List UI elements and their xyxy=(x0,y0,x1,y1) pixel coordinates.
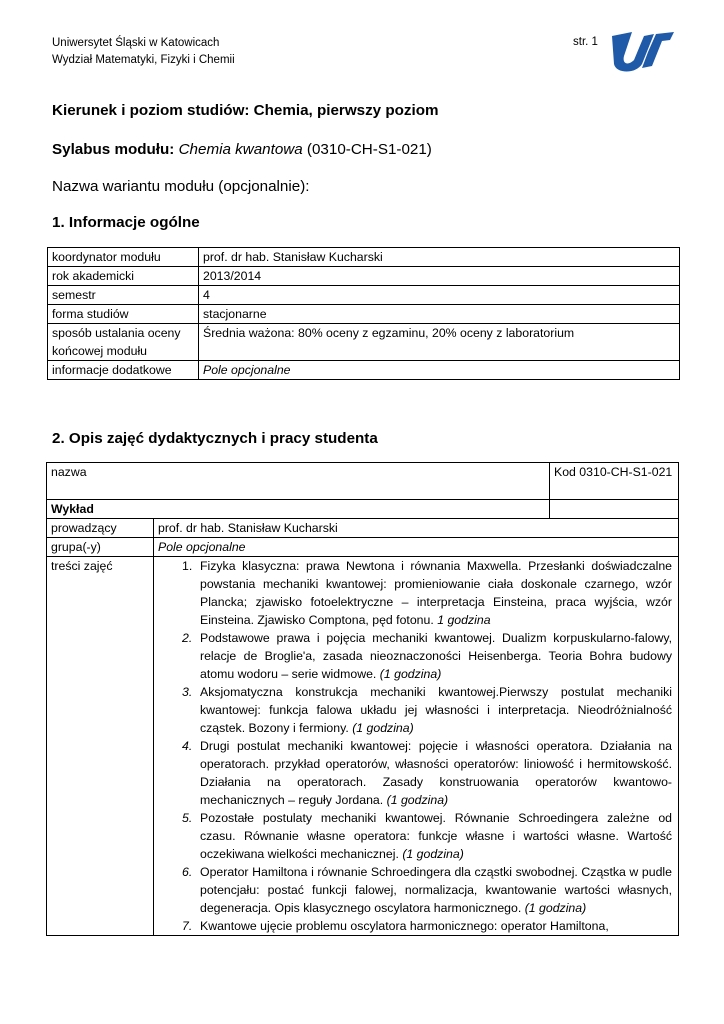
table-row xyxy=(48,305,680,324)
topic-text: Fizyka klasyczna: prawa Newtona i równania Maxwella. Przesłanki doświadczalne powstania mechaniki kwantowej: promieniowanie ciała doskonale czarnego, wzór Plancka; zjawisko fotoelektryczne – interpretacja Einsteina, praca wyjścia, wzór Einsteina. Zjawisko Comptona, pęd fotonu. xyxy=(200,559,672,627)
teacher-value: prof. dr hab. Stanisław Kucharski xyxy=(154,519,679,538)
topic-hours: (1 godzina) xyxy=(379,667,442,681)
topics-list xyxy=(158,557,672,935)
group-value: Pole opcjonalne xyxy=(154,538,679,557)
content-label: treści zajęć xyxy=(47,557,154,936)
name-label: nazwa xyxy=(47,463,550,500)
teacher-label: prowadzący xyxy=(47,519,154,538)
topic-hours: (1 godzina) xyxy=(524,901,587,915)
topic-number: 7. xyxy=(182,919,193,933)
table-row xyxy=(48,286,680,305)
table-row xyxy=(48,361,680,380)
general-info-table xyxy=(47,247,680,380)
variant-heading: Nazwa wariantu modułu (opcjonalnie): xyxy=(52,178,310,195)
table-row xyxy=(47,538,679,557)
info-value: 4 xyxy=(199,286,680,305)
module-name: Chemia kwantowa xyxy=(178,141,303,158)
group-label: grupa(-y) xyxy=(47,538,154,557)
table-row xyxy=(48,267,680,286)
info-label: informacje dodatkowe xyxy=(48,361,199,380)
info-value: 2013/2014 xyxy=(199,267,680,286)
topic-number: 2. xyxy=(182,631,193,645)
info-label: forma studiów xyxy=(48,305,199,324)
section-2-heading: 2. Opis zajęć dydaktycznych i pracy studenta xyxy=(52,430,378,447)
table-row xyxy=(47,463,679,500)
info-value: stacjonarne xyxy=(199,305,680,324)
topic-number: 4. xyxy=(182,739,193,753)
content-cell xyxy=(154,557,679,936)
table-row xyxy=(48,324,680,361)
field-heading: Kierunek i poziom studiów: Chemia, pierwszy poziom xyxy=(52,102,439,119)
table-row xyxy=(47,557,679,936)
header-faculty: Wydział Matematyki, Fizyki i Chemii xyxy=(52,54,235,66)
list-item xyxy=(182,809,672,863)
university-logo-icon xyxy=(610,30,674,74)
info-value: Pole opcjonalne xyxy=(199,361,680,380)
topic-text: Pozostałe postulaty mechaniki kwantowej. Równanie Schroedingera zależne od czasu. Równanie własne operatora: funkcje własne i wartości własne. Wartość oczekiwana wielkości mechanicznej. xyxy=(200,811,672,861)
topic-number: 3. xyxy=(182,685,193,699)
topic-hours: (1 godzina) xyxy=(402,847,464,861)
page-number: str. 1 xyxy=(573,36,598,48)
info-label: koordynator modułu xyxy=(48,248,199,267)
syllabus-prefix: Sylabus modułu: xyxy=(52,141,175,158)
syllabus-heading xyxy=(52,140,432,159)
topic-hours: (1 godzina) xyxy=(386,793,449,807)
classes-table xyxy=(46,462,679,936)
info-label: rok akademicki xyxy=(48,267,199,286)
topic-number: 1. xyxy=(182,559,193,573)
list-item xyxy=(182,629,672,683)
list-item xyxy=(182,737,672,809)
info-value: prof. dr hab. Stanisław Kucharski xyxy=(199,248,680,267)
topic-number: 5. xyxy=(182,811,193,825)
topic-hours: (1 godzina) xyxy=(352,721,414,735)
table-row xyxy=(48,248,680,267)
topic-text: Aksjomatyczna konstrukcja mechaniki kwantowej.Pierwszy postulat mechaniki kwantowej: funkcja falowa układu jej własności i interpretacja. Nieodróżnialność cząstek. Bozony i fermiony. xyxy=(200,685,672,735)
table-row xyxy=(47,500,679,519)
list-item xyxy=(182,917,672,935)
list-item xyxy=(182,863,672,917)
topic-text: Operator Hamiltona i równanie Schroedingera dla cząstki swobodnej. Cząstka w pudle potencjału: postać funkcji falowej, normalizacja, kwantowanie wartości własnych, degeneracja. Opis klasycznego oscylatora harmonicznego. xyxy=(200,865,672,915)
table-row xyxy=(47,519,679,538)
header-university: Uniwersytet Śląski w Katowicach xyxy=(52,37,220,49)
info-label: semestr xyxy=(48,286,199,305)
list-item xyxy=(182,683,672,737)
info-label: sposób ustalania oceny końcowej modułu xyxy=(48,324,199,361)
topic-text: Drugi postulat mechaniki kwantowej: pojęcie i własności operatora. Działania na operatorach. przykład operatorów, własności operatorów: liniowość i hermitowskość. Działania na operatorach. Zasady konstruowania operatorów kwantowo-mechanicznych – reguły Jordana. xyxy=(200,739,672,807)
empty-cell xyxy=(550,500,679,519)
info-value: Średnia ważona: 80% oceny z egzaminu, 20% oceny z laboratorium xyxy=(199,324,680,361)
list-item xyxy=(182,557,672,629)
module-code-cell: Kod 0310-CH-S1-021 xyxy=(550,463,679,500)
section-1-heading: 1. Informacje ogólne xyxy=(52,214,200,231)
classes-table-clip xyxy=(46,462,686,967)
topic-number: 6. xyxy=(182,865,193,879)
topic-text: Podstawowe prawa i pojęcia mechaniki kwantowej. Dualizm korpuskularno-falowy, relacje de Broglie'a, zasada nieoznaczoności Heisenberga. Teoria Bohra budowy atomu wodoru – serie widmowe. xyxy=(200,631,672,681)
topic-text: Kwantowe ujęcie problemu oscylatora harmonicznego: operator Hamiltona, xyxy=(200,919,609,933)
topic-hours: 1 godzina xyxy=(437,613,491,627)
class-type: Wykład xyxy=(47,500,550,519)
module-code: (0310-CH-S1-021) xyxy=(306,141,432,158)
